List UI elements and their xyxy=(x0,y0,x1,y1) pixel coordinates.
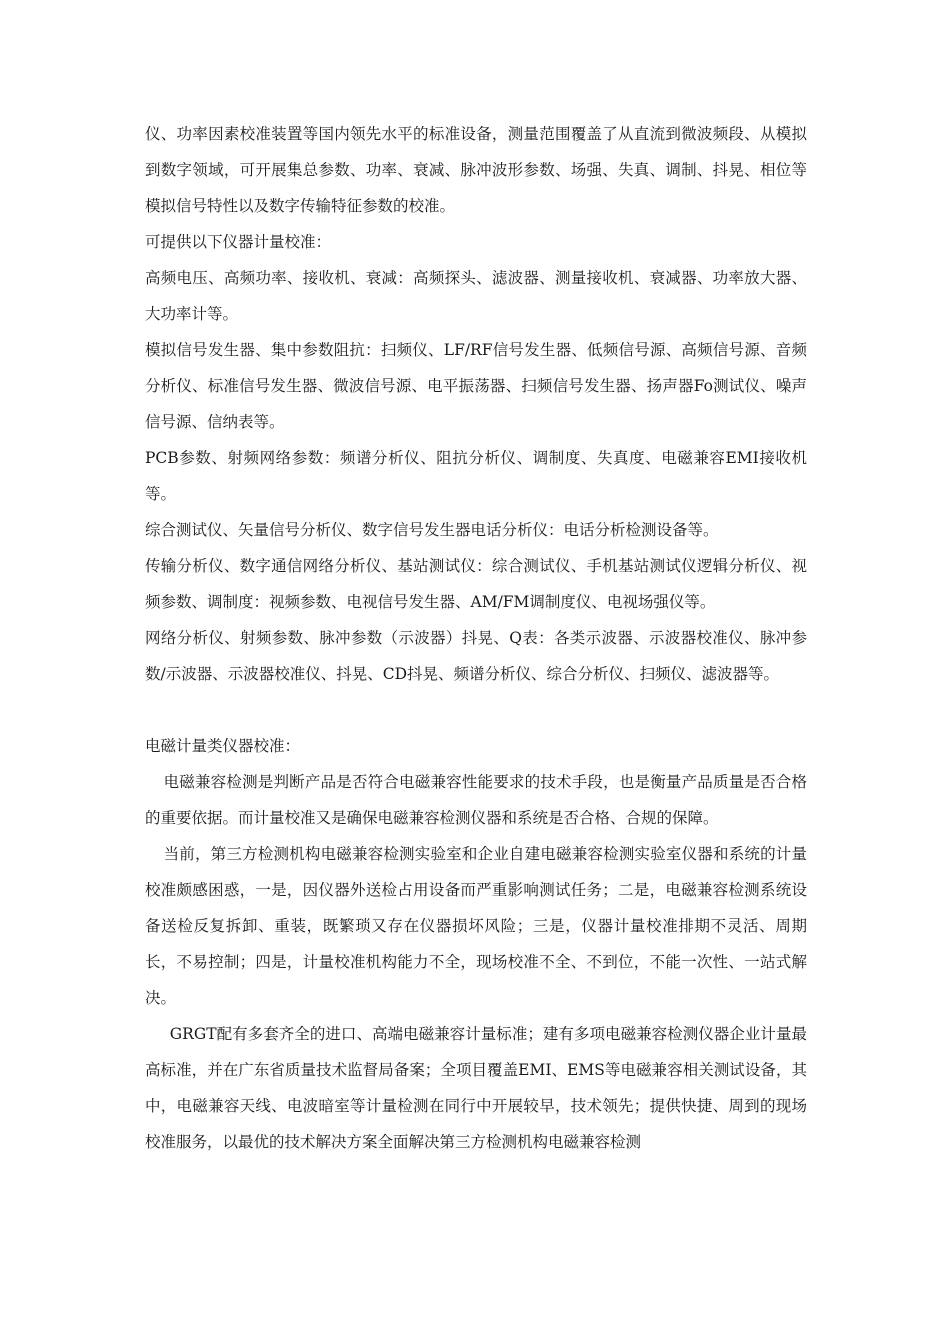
paragraph-high-frequency: 高频电压、高频功率、接收机、衰减：高频探头、滤波器、测量接收机、衰减器、功率放大器、大功率计等。 xyxy=(145,269,807,323)
paragraph-signal-generators: 模拟信号发生器、集中参数阻抗：扫频仪、LF/RF信号发生器、低频信号源、高频信号源、音频分析仪、标准信号发生器、微波信号源、电平振荡器、扫频信号发生器、扬声器Fo测试仪、噪声信号源、信纳表等。 xyxy=(145,341,807,431)
paragraph-pcb-rf-network: PCB参数、射频网络参数：频谱分析仪、阻抗分析仪、调制度、失真度、电磁兼容EMI接收机等。 xyxy=(145,449,807,503)
paragraph-current-problems: 当前，第三方检测机构电磁兼容检测实验室和企业自建电磁兼容检测实验室仪器和系统的计量校准颇感困惑，一是，因仪器外送检占用设备而严重影响测试任务；二是，电磁兼容检测系统设备送检反复拆卸、重装，既繁琐又存在仪器损坏风险；三是，仪器计量校准排期不灵活、周期长，不易控制；四是，计量校准机构能力不全，现场校准不全、不到位，不能一次性、一站式解决。 xyxy=(145,845,807,1007)
paragraph-grgt-capabilities: GRGT配有多套齐全的进口、高端电磁兼容计量标准；建有多项电磁兼容检测仪器企业计量最高标准，并在广东省质量技术监督局备案；全项目覆盖EMI、EMS等电磁兼容相关测试设备，其中，电磁兼容天线、电波暗室等计量检测在同行中开展较早，技术领先；提供快捷、周到的现场校准服务，以最优的技术解决方案全面解决第三方检测机构电磁兼容检测 xyxy=(145,1025,807,1151)
paragraph-transmission-analyzers: 传输分析仪、数字通信网络分析仪、基站测试仪：综合测试仪、手机基站测试仪逻辑分析仪、视频参数、调制度：视频参数、电视信号发生器、AM/FM调制度仪、电视场强仪等。 xyxy=(145,557,807,611)
paragraph-spacer xyxy=(145,692,807,728)
paragraph-emc-testing: 电磁兼容检测是判断产品是否符合电磁兼容性能要求的技术手段，也是衡量产品质量是否合格的重要依据。而计量校准又是确保电磁兼容检测仪器和系统是否合格、合规的保障。 xyxy=(145,773,807,827)
paragraph-standards-intro: 仪、功率因素校准装置等国内领先水平的标准设备，测量范围覆盖了从直流到微波频段、从模拟到数字领域，可开展集总参数、功率、衰减、脉冲波形参数、场强、失真、调制、抖晃、相位等模拟信号特性以及数字传输特征参数的校准。 xyxy=(145,125,807,215)
document-body xyxy=(145,116,807,1160)
paragraph-calibration-list-heading: 可提供以下仪器计量校准： xyxy=(145,233,332,251)
paragraph-network-analyzers: 网络分析仪、射频参数、脉冲参数（示波器）抖晃、Q表：各类示波器、示波器校准仪、脉冲参数/示波器、示波器校准仪、抖晃、CD抖晃、频谱分析仪、综合分析仪、扫频仪、滤波器等。 xyxy=(145,629,807,683)
section-heading-emc-calibration: 电磁计量类仪器校准： xyxy=(145,737,301,755)
paragraph-comprehensive-testers: 综合测试仪、矢量信号分析仪、数字信号发生器电话分析仪：电话分析检测设备等。 xyxy=(145,521,719,539)
